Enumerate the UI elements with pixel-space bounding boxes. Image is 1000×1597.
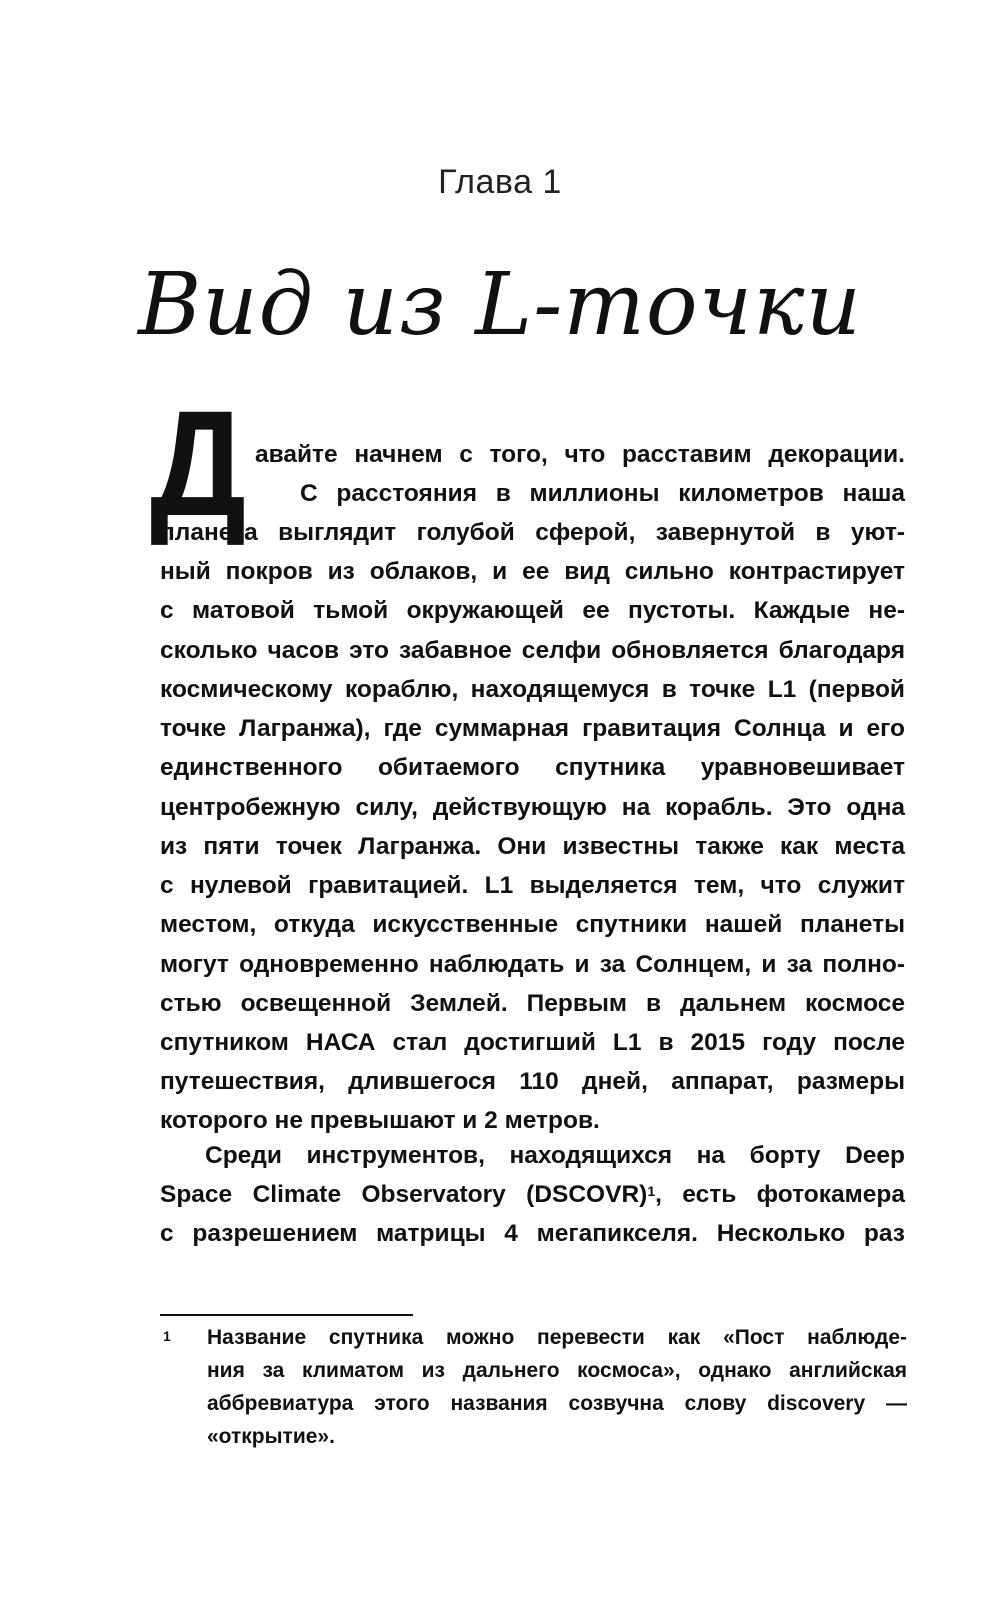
body-line: ный покров из облаков, и ее вид сильно контрастирует [160,558,905,585]
body-line: сколько часов это забавное селфи обновляется благодаря [160,637,905,664]
body-line: которого не превышают и 2 метров. [160,1107,600,1134]
footnote-line: «открытие». [207,1425,335,1448]
body-line: местом, откуда искусственные спутники нашей планеты [160,911,905,938]
text-run: , есть фотокамера [655,1181,906,1208]
body-line: авайте начнем с того, что расставим декорации. [255,441,905,468]
body-line: спутником НАСА стал достигший L1 в 2015 году после [160,1029,905,1056]
footnote-ref: 1 [647,1183,656,1199]
body-line: точке Лагранжа), где суммарная гравитация Солнца и его [160,715,905,742]
footnote-line: Название спутника можно перевести как «Пост наблюде- [207,1326,907,1349]
footnote-divider [160,1314,413,1316]
body-line: путешествия, длившегося 110 дней, аппарат, размеры [160,1068,905,1095]
body-line [160,1180,905,1210]
body-line: из пяти точек Лагранжа. Они известны также как места [160,833,905,860]
body-line: с разрешением матрицы 4 мегапикселя. Несколько раз [160,1220,905,1247]
body-line: космическому кораблю, находящемуся в точке L1 (первой [160,676,905,703]
footnote-number: 1 [163,1328,171,1344]
body-line: с матовой тьмой окружающей ее пустоты. Каждые не- [160,597,905,624]
text-run: Space Climate Observatory (DSCOVR) [160,1181,648,1208]
body-line: могут одновременно наблюдать и за Солнцем, и за полно- [160,951,905,978]
body-line: с нулевой гравитацией. L1 выделяется тем, что служит [160,872,905,899]
body-line: С расстояния в миллионы километров наша [300,480,905,507]
drop-cap: Д [150,379,247,547]
body-line: Среди инструментов, находящихся на борту Deep [205,1142,905,1169]
body-line: планета выглядит голубой сферой, завернутой в уют- [160,519,905,546]
chapter-label: Глава 1 [438,163,562,201]
chapter-title: Вид из L-точки [138,255,862,355]
body-line: центробежную силу, действующую на корабль. Это одна [160,794,905,821]
body-line: единственного обитаемого спутника уравновешивает [160,754,905,781]
footnote-line: ния за климатом из дальнего космоса», однако английская [207,1359,907,1382]
footnote-line: аббревиатура этого названия созвучна слову discovery — [207,1392,907,1415]
body-line: стью освещенной Землей. Первым в дальнем космосе [160,990,905,1017]
